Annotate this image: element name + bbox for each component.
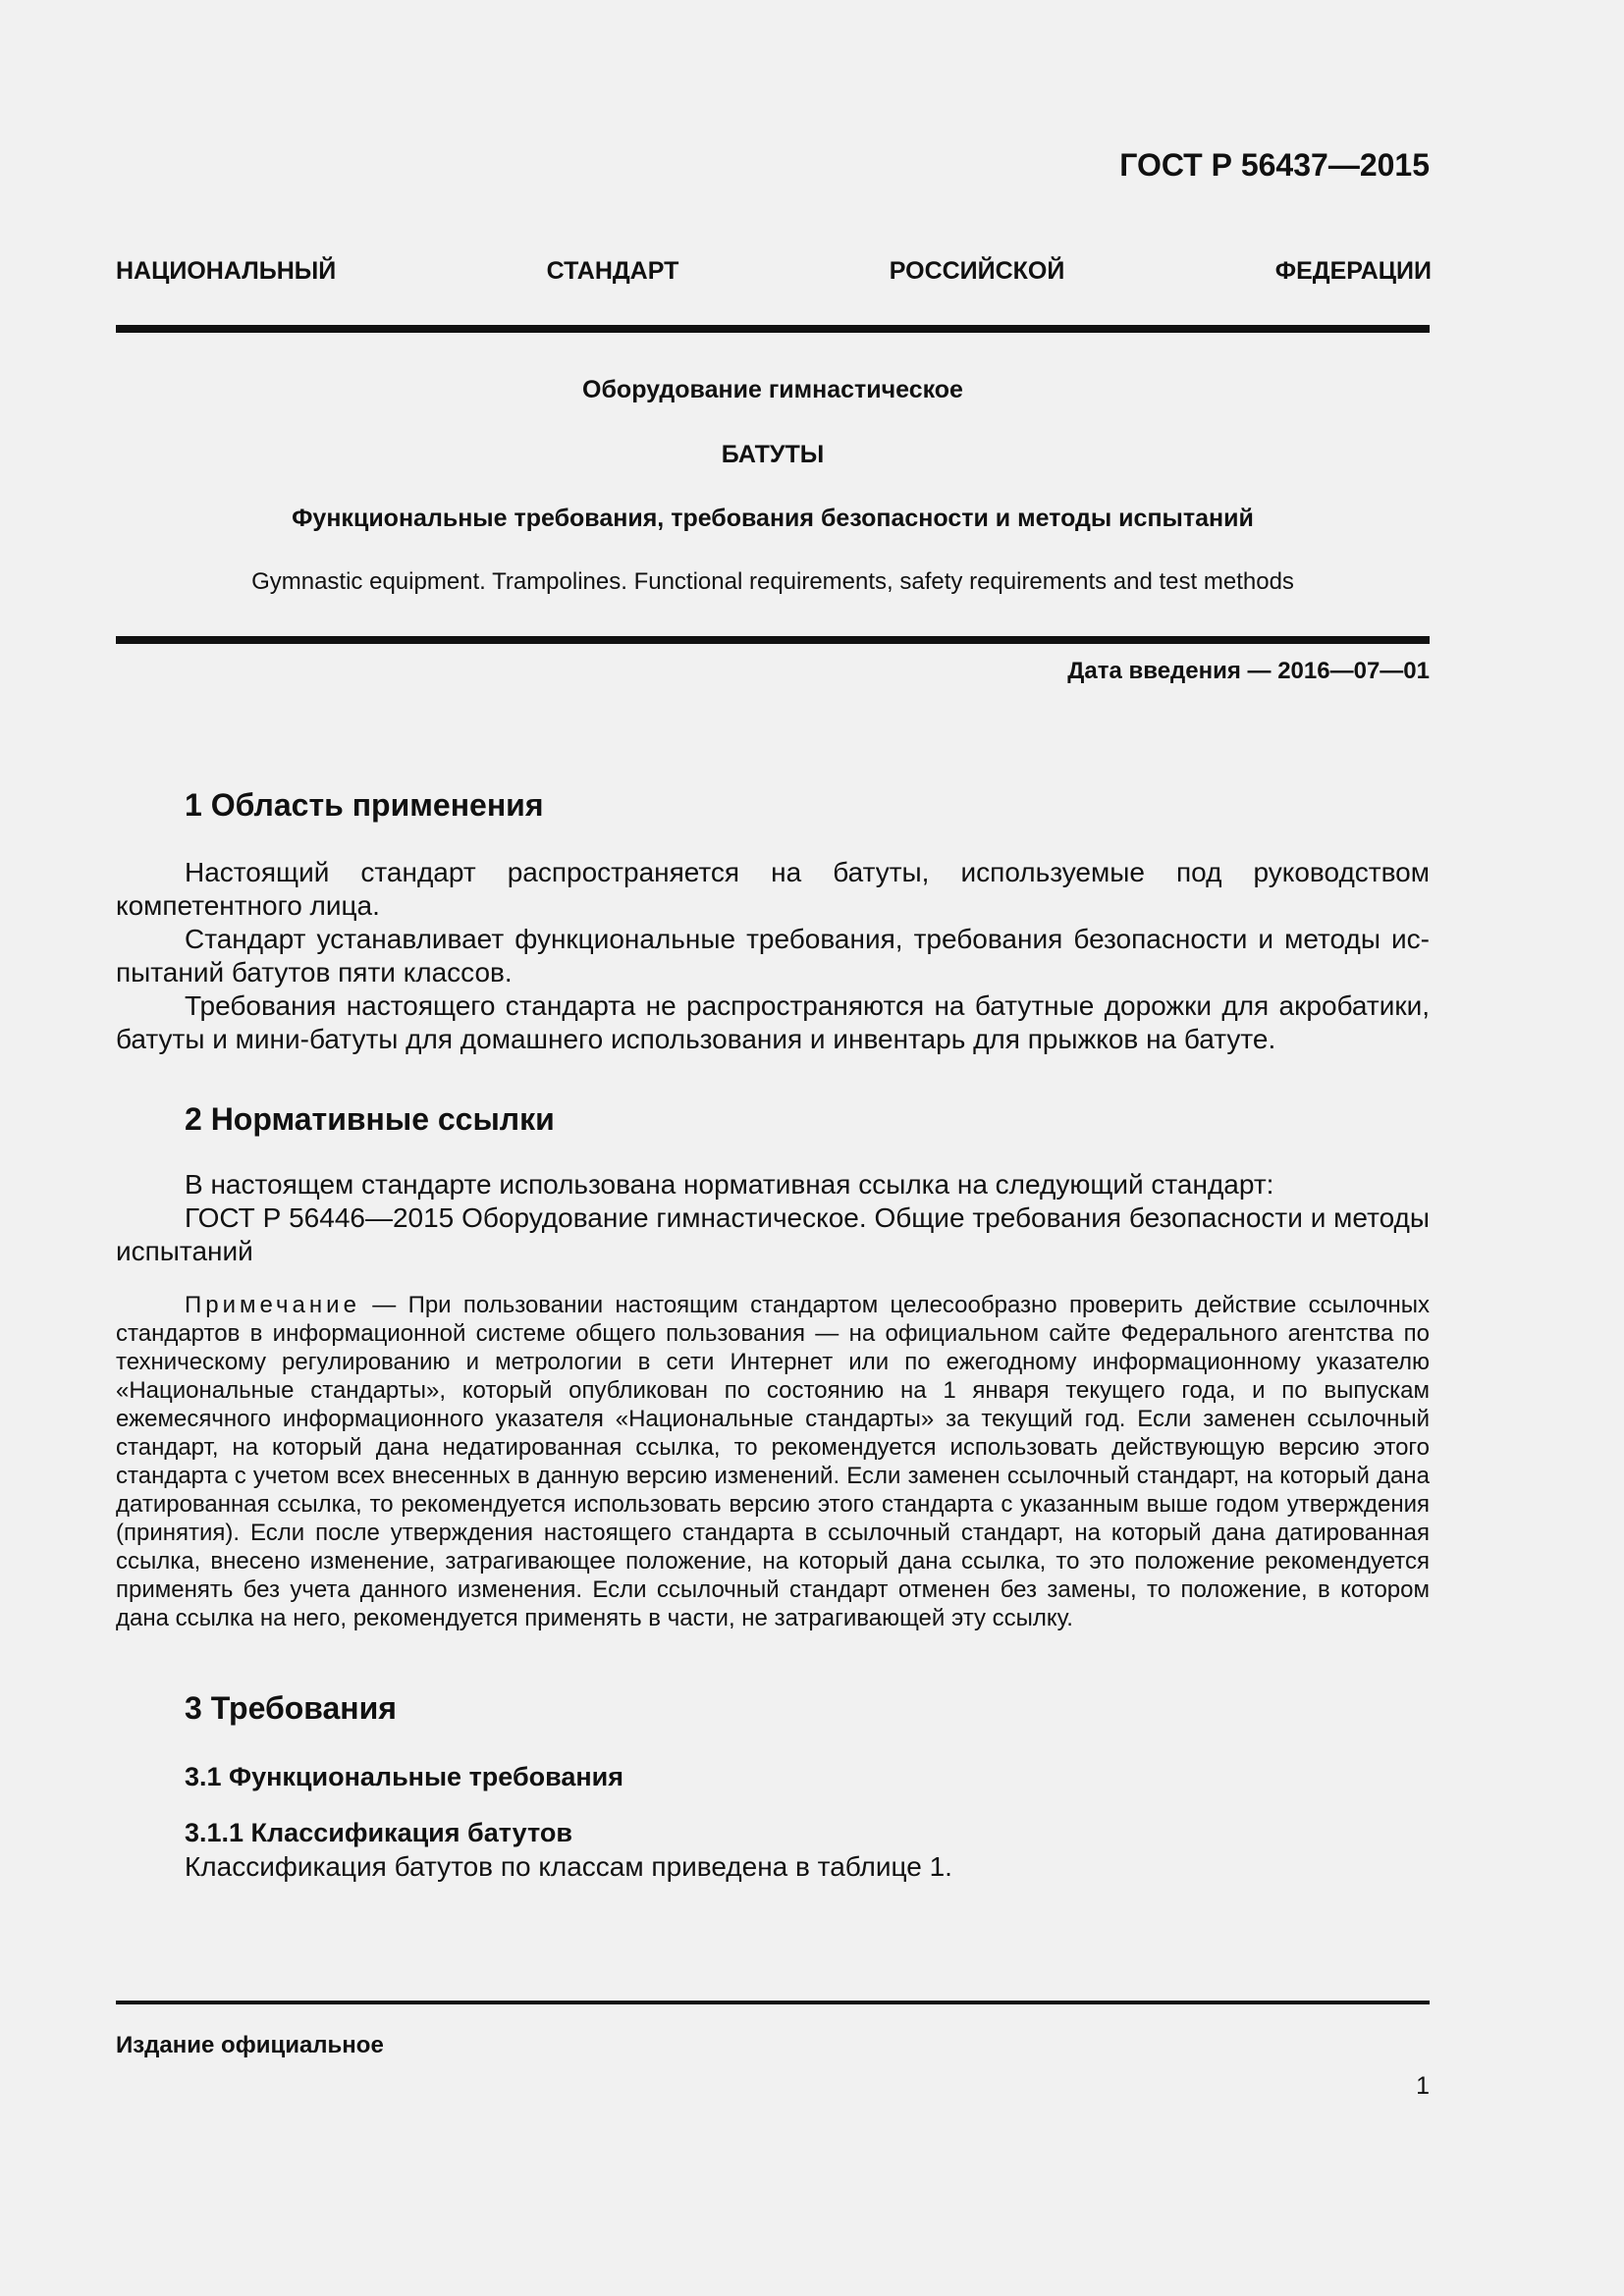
paragraph: Стандарт устанавливает функциональные требования, требования безопасности и методы испытаний батутов пяти классов.: [116, 924, 1430, 988]
subsection-3-1-1-heading: 3.1.1 Классификация батутов: [185, 1818, 572, 1847]
footer-rule: [116, 2001, 1430, 2004]
paragraph: ГОСТ Р 56446—2015 Оборудование гимнастическое. Общие требования безопасности и методы испытаний: [116, 1202, 1430, 1266]
title-requirements: Функциональные требования, требования безопасности и методы испытаний: [292, 505, 1254, 532]
section-1-body: [116, 856, 1430, 1056]
note-paragraph: [116, 1291, 1430, 1632]
section-1-heading: 1 Область применения: [185, 787, 544, 823]
top-rule: [116, 325, 1430, 333]
section-3-heading: 3 Требования: [185, 1690, 397, 1726]
subsection-3-1-heading: 3.1 Функциональные требования: [185, 1762, 624, 1791]
note-label: Примечание: [185, 1292, 360, 1318]
paragraph: В настоящем стандарте использована нормативная ссылка на следующий стандарт:: [185, 1169, 1274, 1200]
section-2-heading: 2 Нормативные ссылки: [185, 1101, 555, 1137]
official-edition-label: Издание официальное: [116, 2032, 384, 2058]
section-2-body: [116, 1168, 1430, 1268]
paragraph: Требования настоящего стандарта не распространяются на батутные дорожки для акробатики, батуты и мини-батуты для домашнего использования и инвентарь для прыжков на батуте.: [116, 990, 1430, 1054]
title-rule: [116, 636, 1430, 644]
document-code: ГОСТ Р 56437—2015: [1119, 147, 1430, 183]
introduction-date: Дата введения — 2016—07—01: [1067, 658, 1430, 684]
page-number: 1: [1416, 2072, 1430, 2100]
national-standard-banner: НАЦИОНАЛЬНЫЙ СТАНДАРТ РОССИЙСКОЙ ФЕДЕРАЦИИ: [116, 257, 1432, 285]
title-english: Gymnastic equipment. Trampolines. Functional requirements, safety requirements and test methods: [251, 568, 1294, 595]
classification-text: Классификация батутов по классам приведена в таблице 1.: [185, 1851, 952, 1882]
title-main: БАТУТЫ: [721, 441, 825, 468]
paragraph: Настоящий стандарт распространяется на батуты, используемые под руководством компетентного лица.: [116, 857, 1430, 921]
note-block: [116, 1291, 1430, 1632]
note-text: — При пользовании настоящим стандартом целесообразно проверить действие ссылочных стандартов в информационной системе общего пользования — на официальном сайте Федерального агентства по техническому регулированию и метрологии в сети Интернет или по ежегодному информационному указателю «Национальные стандарты», который опубликован по состоянию на 1 января текущего года, и по выпускам ежемесячного информационного указателя «Национальные стандарты» за текущий год. Если заменен ссылочный стандарт, на который дана недатированная ссылка, то рекомендуется использовать действующую версию этого стандарта с учетом всех внесенных в данную версию изменений. Если заменен ссылочный стандарт, на который дана датированная ссылка, то рекомендуется использовать версию этого стандарта с указанным выше годом утверждения (принятия). Если после утверждения настоящего стандарта в ссылочный стандарт, на который дана датированная ссылка, внесено изменение, затрагивающее положение, на который дана ссылка, то это положение рекомендуется применять без учета данного изменения. Если ссылочный стандарт отменен без замены, то положение, в котором дана ссылка на него, рекомендуется применять в части, не затрагивающей эту ссылку.: [116, 1292, 1430, 1631]
title-subtitle: Оборудование гимнастическое: [582, 376, 963, 403]
